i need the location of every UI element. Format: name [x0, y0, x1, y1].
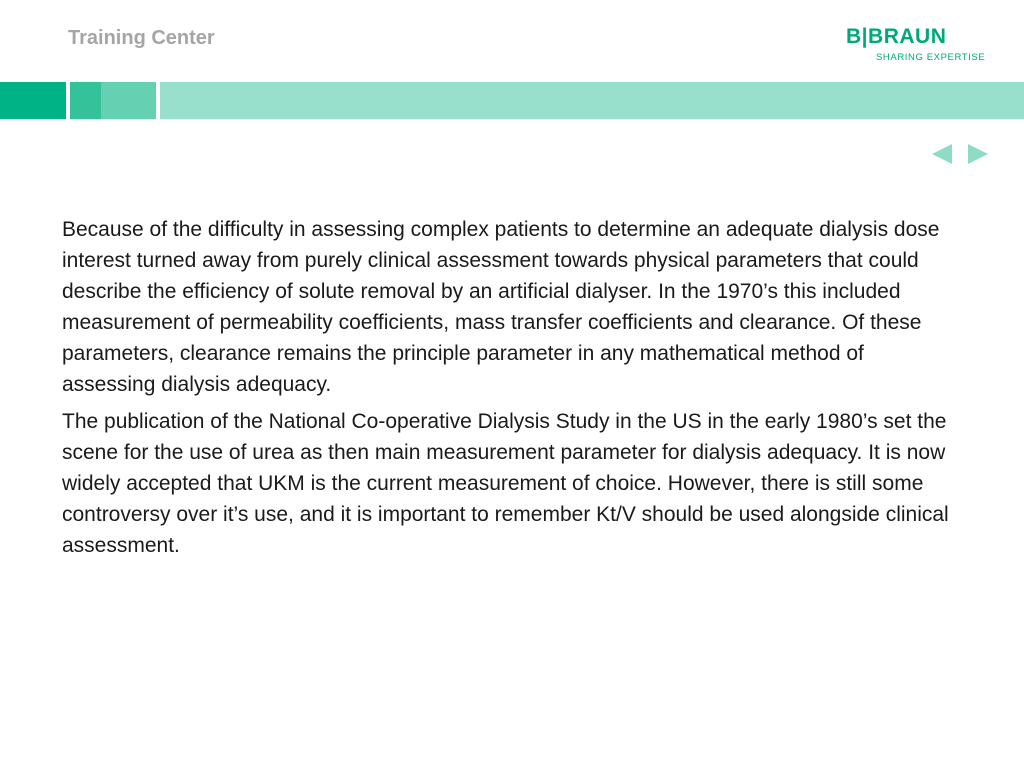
- paragraph: Because of the difficulty in assessing complex patients to determine an adequate dialysis dose interest turned away from purely clinical assessment towards physical parameters that could describe the efficiency of solute removal by an artificial dialyser. In the 1970’s this included measurement of permeability coefficients, mass transfer coefficients and clearance. Of these parameters, clearance remains the principle parameter in any mathematical method of assessing dialysis adequacy.: [62, 218, 940, 396]
- header-band-segment-1: [0, 82, 66, 119]
- logo-brand: B|BRAUN: [846, 25, 947, 48]
- header-band-segment-3: [101, 82, 156, 119]
- previous-slide-button[interactable]: [930, 143, 952, 165]
- next-slide-button[interactable]: [966, 143, 988, 165]
- triangle-left-icon: [930, 143, 954, 165]
- body-text: [62, 214, 962, 567]
- triangle-right-icon: [966, 143, 990, 165]
- bbraun-logo: [846, 25, 996, 65]
- header-band-segment-2: [70, 82, 101, 119]
- paragraph: The publication of the National Co-operative Dialysis Study in the US in the early 1980’s set the scene for the use of urea as then main measurement parameter for dialysis adequacy. It is now widely accepted that UKM is the current measurement of choice. However, there is still some controversy over it’s use, and it is important to remember Kt/V should be used alongside clinical assessment.: [62, 410, 949, 557]
- header-band-segment-4: [160, 82, 1024, 119]
- page-title: Training Center: [68, 27, 215, 49]
- logo-tagline: SHARING EXPERTISE: [876, 52, 986, 63]
